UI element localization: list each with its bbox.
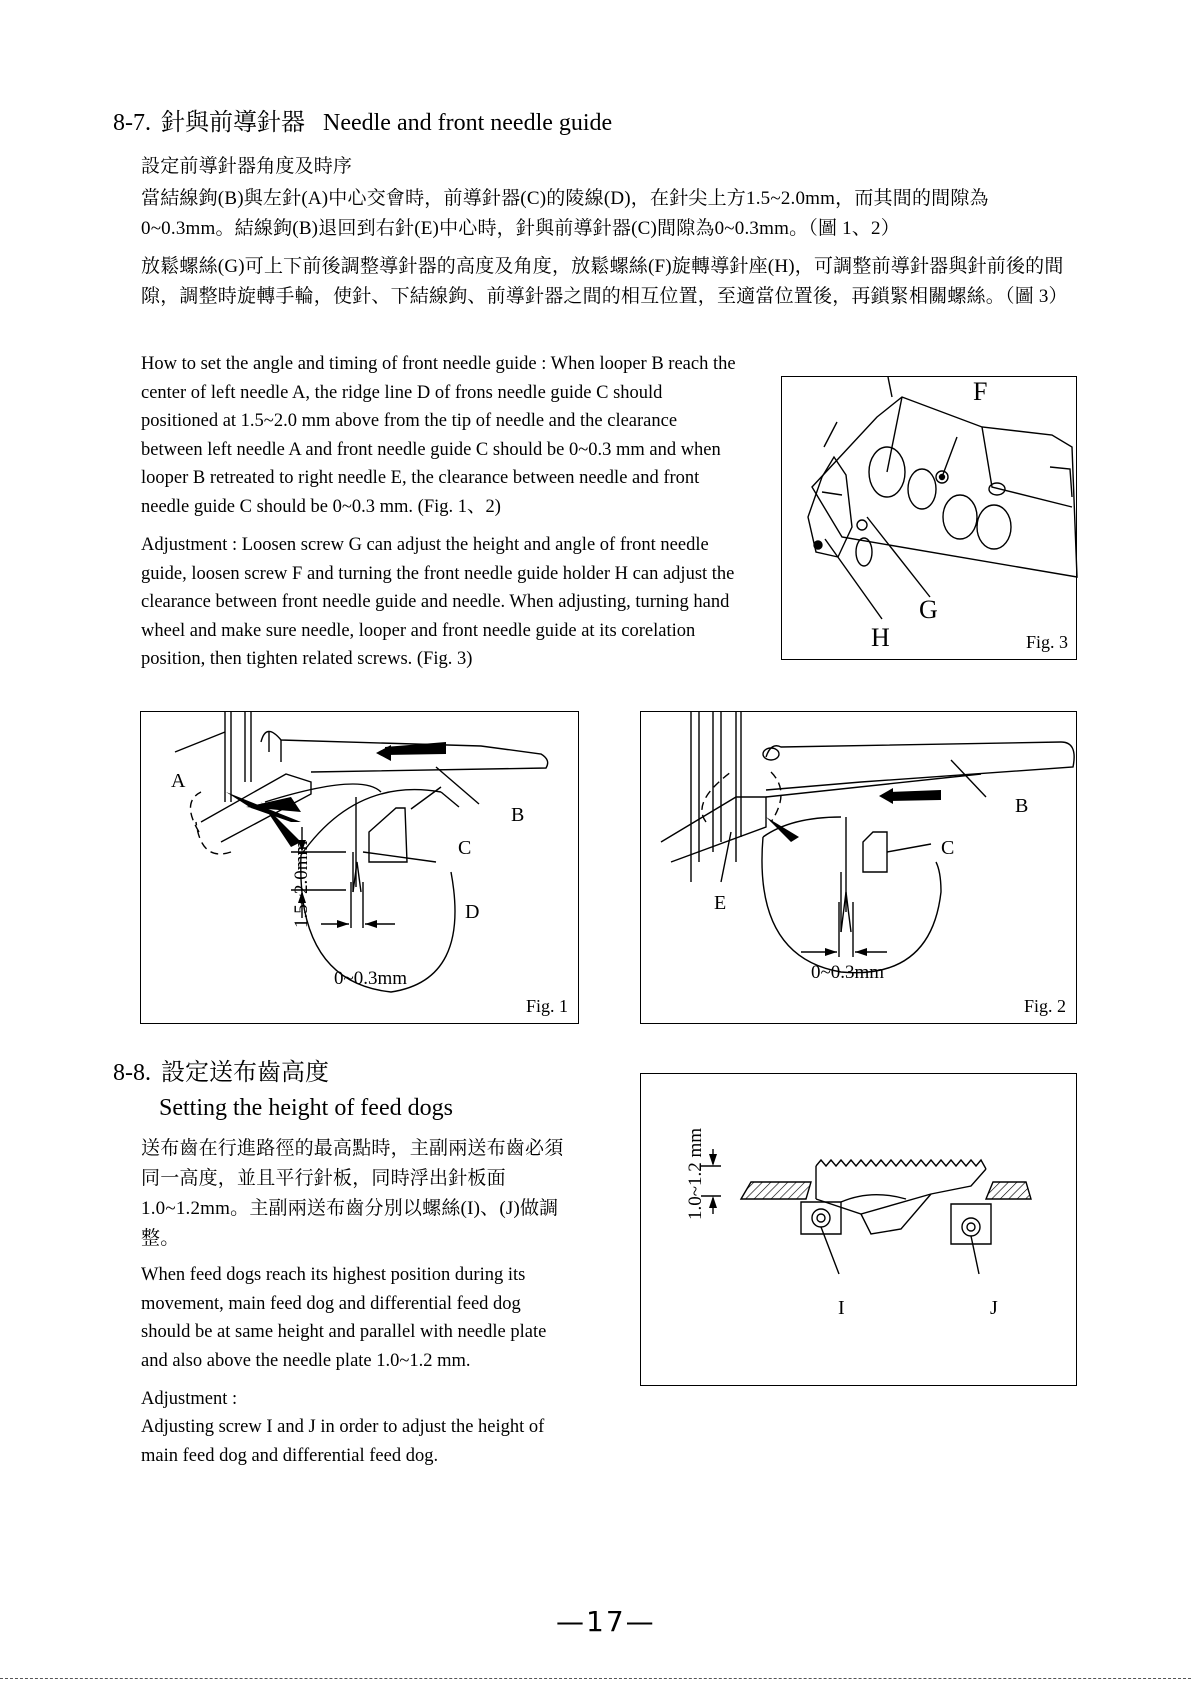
adjustment-body: Adjusting screw I and J in order to adjust the height of main feed dog and differential feed dog. bbox=[141, 1417, 545, 1466]
figure-2 bbox=[640, 711, 1077, 1024]
figure-feed-dogs-drawing bbox=[641, 1074, 1078, 1387]
fig2-caption: Fig. 2 bbox=[1023, 996, 1066, 1016]
figure-feed-dogs bbox=[640, 1073, 1077, 1386]
subheading-chinese: 設定前導針器角度及時序 bbox=[141, 156, 353, 177]
heading-chinese: 設定送布齒高度 bbox=[161, 1060, 329, 1086]
fig1-label-d: D bbox=[465, 901, 480, 923]
paragraph-english-1: How to set the angle and timing of front needle guide : When looper B reach the center of left needle A, the ridge line D of frons needle guide C should positioned at 1.5~2.0 mm above from the tip of needle and the clearance between left needle A and front needle guide C should be 0~0.3 mm and when looper B retreated to right needle E, the clearance between needle and front needle guide C should be 0~0.3 mm. (Fig. 1、2) bbox=[141, 354, 736, 517]
section-8-8-heading bbox=[113, 1058, 329, 1088]
page-number: —17— bbox=[556, 1605, 656, 1638]
fig2-label-e: E bbox=[714, 892, 727, 914]
bottom-dashed-border bbox=[0, 1678, 1191, 1679]
section-8-8-heading-english: Setting the height of feed dogs bbox=[159, 1095, 453, 1121]
heading-number: 8-8. bbox=[113, 1060, 151, 1086]
heading-chinese: 針與前導針器 bbox=[161, 110, 305, 136]
fig4-label-j: J bbox=[990, 1297, 998, 1319]
fig3-label-g: G bbox=[919, 595, 938, 624]
paragraph-english-2: Adjustment : Loosen screw G can adjust the height and angle of front needle guide, loosen screw F and turning the front needle guide holder H can adjust the clearance between front needle guide and needle. When adjusting, turning hand wheel and make sure needle, looper and front needle guide at its corelation position, then tighten related screws. (Fig. 3) bbox=[141, 535, 735, 669]
fig2-dim-gap: 0~0.3mm bbox=[811, 962, 885, 983]
fig2-label-b: B bbox=[1015, 795, 1029, 817]
paragraph-english-feed: When feed dogs reach its highest position during its movement, main feed dog and differential feed dog should be at same height and parallel with needle plate and also above the needle plate 1.0~1.2 mm. bbox=[141, 1265, 547, 1371]
fig1-caption: Fig. 1 bbox=[525, 996, 568, 1016]
fig1-dim-gap: 0~0.3mm bbox=[334, 968, 408, 989]
fig2-label-c: C bbox=[941, 837, 955, 859]
fig4-label-i: I bbox=[838, 1297, 845, 1319]
paragraph-chinese-2: 放鬆螺絲(G)可上下前後調整導針器的高度及角度，放鬆螺絲(F)旋轉導針座(H)，可調整前導針器與針前後的間隙，調整時旋轉手輪，使針、下結線鉤、前導針器之間的相互位置，至適當位置後，再鎖緊相關螺絲。（圖 3） bbox=[141, 256, 1068, 307]
figure-1 bbox=[140, 711, 579, 1024]
fig1-label-c: C bbox=[458, 837, 472, 859]
figure-3 bbox=[781, 376, 1077, 660]
section-8-7-heading bbox=[113, 108, 612, 138]
paragraph-chinese-1: 當結線鉤(B)與左針(A)中心交會時，前導針器(C)的陵線(D)，在針尖上方1.5~2.0mm，而其間的間隙為0~0.3mm。結線鉤(B)退回到右針(E)中心時，針與前導針器(C)間隙為0~0.3mm。（圖 1、2） bbox=[141, 188, 989, 239]
fig1-label-a: A bbox=[171, 770, 186, 792]
fig3-label-h: H bbox=[871, 623, 890, 652]
fig3-caption: Fig. 3 bbox=[1025, 632, 1068, 652]
fig1-label-b: B bbox=[511, 804, 525, 826]
adjustment-title: Adjustment : bbox=[141, 1389, 238, 1409]
fig3-label-f: F bbox=[973, 377, 988, 406]
heading-english: Needle and front needle guide bbox=[323, 110, 613, 136]
fig1-dim-height: 1.5~2.0mm bbox=[291, 840, 312, 928]
fig4-dim-height: 1.0~1.2 mm bbox=[685, 1127, 706, 1220]
paragraph-chinese-feed: 送布齒在行進路徑的最高點時，主副兩送布齒必須同一高度，並且平行針板，同時浮出針板面1.0~1.2mm。主副兩送布齒分別以螺絲(I)、(J)做調整。 bbox=[141, 1138, 564, 1249]
heading-number: 8-7. bbox=[113, 110, 151, 136]
